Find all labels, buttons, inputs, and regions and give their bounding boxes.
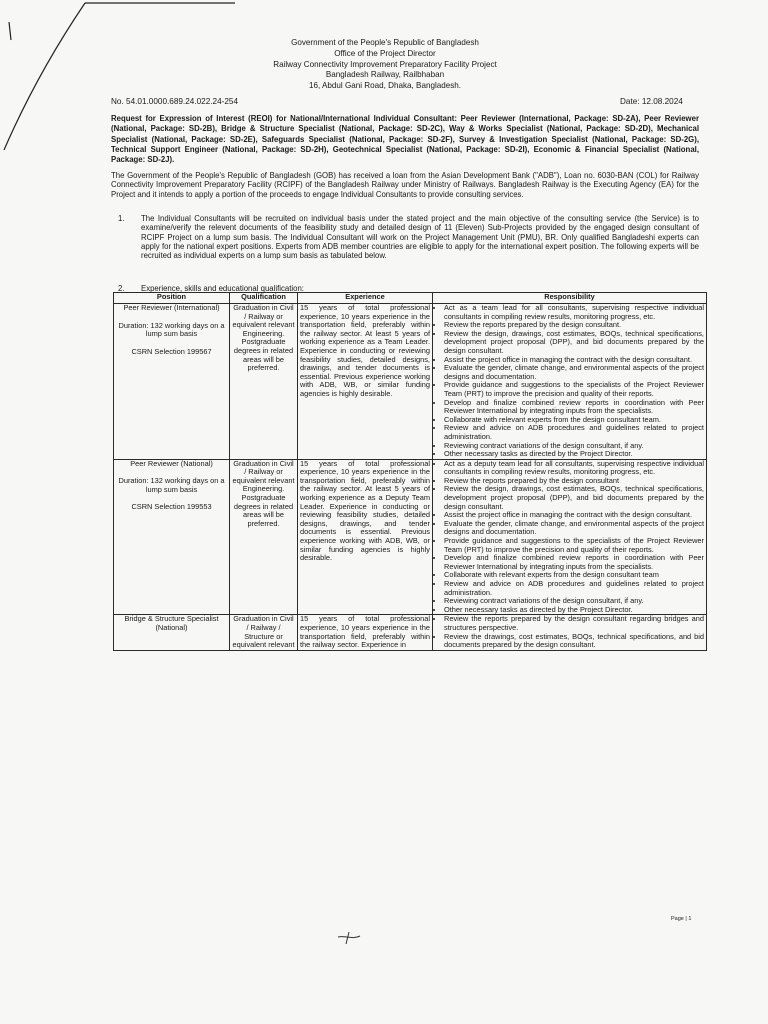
table-row (114, 615, 707, 650)
responsibility-item: • Review the reports prepared by the design consultant regarding bridges and structures perspective. (444, 615, 704, 632)
responsibility-item: • Review and advice on ADB procedures and guidelines related to project administration. (444, 580, 704, 597)
responsibility-item: • Other necessary tasks as directed by the Project Director. (444, 606, 704, 615)
table-row (114, 459, 707, 615)
subject-heading: Request for Expression of Interest (REOI) for National/International Individual Consultant: Peer Reviewer (International, Package: SD-2A), Peer Reviewer (National, Package: SD-2B), Bridge & Structure Specialist (National, Package: SD-2C), Way & Works Specialist (National, Package: SD-2D), Mechanical Specialist (National, Package: SD-2E), Safeguards Specialist (National, Package: SD-2F), Survey & Investigation Specialist (National, Package: SD-2G), Technical Support Engineer (National, Package: SD-2H), Geotechnical Specialist (National, Package: SD-2I), Economic & Financial Specialist (National, Package: SD-2J). (111, 114, 699, 165)
intro-paragraph: The Government of the People's Republic of Bangladesh (GOB) has received a loan from the Asian Development Bank ("ADB"), Loan no. 6030-BAN (COL) for Railway Connectivity Improvement Preparatory Facility (RCIPF) of the Bangladesh Railway under Ministry of Railways. Bangladesh Railway is the Executing Agency (EA) for the Project and it intends to apply a portion of the proceeds to engage Individual Consultants to provide consulting services. (111, 171, 699, 199)
responsibility-item: • Review the drawings, cost estimates, BOQs, technical specifications, and bid documents prepared by the design consultant. (444, 633, 704, 650)
numbered-item-1 (118, 214, 699, 260)
letterhead-line-2: Office of the Project Director (334, 48, 436, 58)
qualification-cell: Graduation in Civil / Railway / Structure or equivalent relevant (230, 615, 298, 650)
responsibility-item: • Reviewing contract variations of the design consultant, if any. (444, 597, 704, 606)
item-text: The Individual Consultants will be recruited on individual basis under the stated project and the main objective of the consulting service (the Service) is to examine/verify the relevent documents of the feasibility study and detailed design of 11 (Eleven) Sub-Projects provided by the engaged design consultant of RCIPF Project on a lump sum basis. The Individual Consultant will work on the Project Management Unit (PMU), BR. Only qualified Bangladeshi experts can apply for the national expert positions. Experts from ADB member countries are eligible to apply for the international expert position. The following experts will be recruited as individual experts on a lump sum basis as tabulated below. (141, 214, 699, 261)
responsibility-item: • Review and advice on ADB procedures and guidelines related to project administration. (444, 424, 704, 441)
position-csrn: CSRN Selection 199567 (131, 346, 212, 356)
column-header-experience: Experience (298, 293, 433, 304)
responsibility-item: • Act as a deputy team lead for all consultants, supervising respective individual consultants in compiling review results, monitoring progress, etc. (444, 460, 704, 477)
item-number: 1. (118, 214, 125, 223)
qualification-table (113, 292, 707, 651)
responsibility-item: • Act as a team lead for all consultants, supervising respective individual consultants in compiling review results, monitoring progress, etc. (444, 304, 704, 321)
responsibility-cell (433, 304, 707, 460)
responsibility-item: • Collaborate with relevant experts from the design consultant team. (444, 416, 704, 425)
experience-cell: 15 years of total professional experience, 10 years experience in the transportation field, preferably within the railway sector. Experience in (298, 615, 433, 650)
responsibility-item: • Assist the project office in managing the contract with the design consultant. (444, 511, 704, 520)
position-title: Bridge & Structure Specialist (National) (124, 614, 219, 632)
responsibility-cell (433, 459, 707, 615)
position-cell (114, 459, 230, 615)
page-number: Page | 1 (671, 916, 692, 922)
responsibility-item: • Review the reports prepared by the design consultant. (444, 321, 704, 330)
item-number: 2. (118, 284, 125, 293)
item-text: Experience, skills and educational qualification: (141, 284, 304, 293)
responsibility-list (435, 304, 704, 459)
responsibility-item: • Reviewing contract variations of the design consultant, if any. (444, 442, 704, 451)
experience-cell: 15 years of total professional experience, 10 years experience in the transportation field, preferably within the railway sector. At least 5 years of working experience as a Deputy Team Leader. Experience in conducting or reviewing feasibility studies, detailed designs, drawings, and tender documents is essential. Previous experience working with ADB, WB, or similar funding agencies is highly desirable. (298, 459, 433, 615)
qualification-cell: Graduation in Civil / Railway or equivalent relevant Engineering. Postgraduate degrees in related areas will be preferred. (230, 459, 298, 615)
position-title: Peer Reviewer (National) (130, 458, 213, 468)
position-cell (114, 615, 230, 650)
letterhead-line-1: Government of the People's Republic of Bangladesh (291, 38, 479, 47)
table-header-row (114, 293, 707, 304)
responsibility-list (435, 615, 704, 649)
responsibility-list (435, 460, 704, 615)
letterhead-line-4: Bangladesh Railway, Railbhaban (325, 70, 445, 80)
responsibility-item: • Provide guidance and suggestions to the specialists of the Project Reviewer Team (PRT) to improve the precision and quality of their reports. (444, 537, 704, 554)
responsibility-item: • Develop and finalize combined review reports in coordination with Peer Reviewer International by integrating inputs from the specialists. (444, 399, 704, 416)
column-header-position: Position (114, 293, 230, 304)
position-duration: Duration: 132 working days on a lump sum basis (118, 476, 225, 494)
responsibility-item: • Evaluate the gender, climate change, and environmental aspects of the project designs and documentation. (444, 364, 704, 381)
position-csrn: CSRN Selection 199553 (131, 502, 212, 512)
responsibility-item: • Review the design, drawings, cost estimates, BOQs, technical specifications, development project proposal (DPP), and bid documents prepared by the design consultant. (444, 485, 704, 511)
responsibility-item: • Other necessary tasks as directed by the Project Director. (444, 450, 704, 459)
qualification-cell: Graduation in Civil / Railway or equivalent relevant Engineering. Postgraduate degrees in related areas will be preferred. (230, 304, 298, 460)
responsibility-item: • Review the reports prepared by the design consultant (444, 477, 704, 486)
responsibility-item: • Develop and finalize combined review reports in coordination with Peer Reviewer International by integrating inputs from the specialists. (444, 554, 704, 571)
responsibility-item: • Provide guidance and suggestions to the specialists of the Project Reviewer Team (PRT) to improve the precision and quality of their reports. (444, 381, 704, 398)
column-header-responsibility: Responsibility (433, 293, 707, 304)
experience-cell: 15 years of total professional experience, 10 years experience in the transportation field, preferably within the railway sector. At least 5 years of working experience as a Team Leader. Experience in conducting or reviewing feasibility studies, detailed designs, drawings, and tender documents is essential. Previous experience working with ADB, WB, or similar funding agencies is highly desirable. (298, 304, 433, 460)
document-date: Date: 12.08.2024 (620, 97, 683, 106)
responsibility-item: • Review the design, drawings, cost estimates, BOQs, technical specifications, development project proposal (DPP), and bid documents prepared by the design consultant. (444, 330, 704, 356)
reference-number: No. 54.01.0000.689.24.022.24-254 (111, 97, 239, 106)
table-row (114, 304, 707, 460)
responsibility-item: • Assist the project office in managing the contract with the design consultant. (444, 356, 704, 365)
position-duration: Duration: 132 working days on a lump sum basis (118, 320, 225, 339)
letterhead-line-5: 16, Abdul Gani Road, Dhaka, Bangladesh. (308, 81, 462, 91)
letterhead (240, 38, 530, 92)
responsibility-item: • Collaborate with relevant experts from the design consultant team (444, 571, 704, 580)
responsibility-cell (433, 615, 707, 650)
responsibility-item: • Evaluate the gender, climate change, and environmental aspects of the project designs and documentation. (444, 520, 704, 537)
position-title: Peer Reviewer (International) (123, 303, 220, 312)
column-header-qualification: Qualification (230, 293, 298, 304)
letterhead-line-3: Railway Connectivity Improvement Preparatory Facility Project (273, 59, 497, 69)
position-cell (114, 304, 230, 460)
